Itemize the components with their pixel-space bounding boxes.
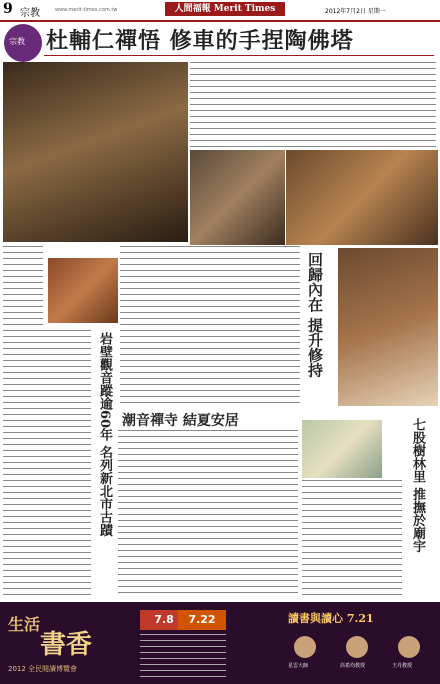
- ad-title-life: 生活: [8, 615, 41, 634]
- subhead-inner-return: 回歸內在 提升修持: [306, 252, 324, 378]
- speaker-avatar-2: [346, 636, 368, 658]
- speaker-avatar-3: [398, 636, 420, 658]
- section-logo: [4, 24, 42, 62]
- logo-label: 宗教: [9, 37, 25, 46]
- article-text-bottom: [118, 430, 298, 598]
- pottery-photo-stupas: [286, 150, 438, 245]
- headline-rule: [44, 55, 434, 56]
- pottery-photo-main: [3, 62, 188, 242]
- subhead-temple: 潮音禪寺 結夏安居: [122, 413, 239, 429]
- section-name: 宗教: [20, 8, 40, 19]
- book-fair-advertisement[interactable]: [0, 602, 440, 684]
- article-text-middle: [120, 246, 300, 406]
- article-text-right: [302, 480, 402, 598]
- ad-year-label: 2012 全民閱讀博覽會: [8, 665, 78, 673]
- headline: 杜輔仁禪悟 修車的手捏陶佛塔: [46, 28, 354, 54]
- issue-date: 2012年7月2日 星期一: [325, 8, 386, 15]
- ad-lecture-panel: [286, 606, 436, 680]
- subhead-cliff-guanyin: 岩壁觀音蹤逾60年 名列新北市古蹟: [97, 332, 112, 537]
- page-header: [0, 0, 440, 22]
- cliff-guanyin-photo: [48, 258, 118, 323]
- subhead-qigu: 七股樹林里 推撫於廟宇: [410, 418, 425, 553]
- ad-lecture-title: 讀書與讀心 7.21: [288, 612, 374, 625]
- ad-title-books: 書香: [40, 630, 93, 660]
- article-text-left: [3, 330, 91, 598]
- site-url[interactable]: www.merit-times.com.tw: [55, 7, 118, 13]
- artist-portrait-photo: [338, 248, 438, 406]
- brand-logo: 人間福報 Merit Times: [165, 2, 285, 16]
- caption-text-left: [3, 246, 43, 326]
- pottery-photo-small: [190, 150, 285, 245]
- speaker-name-1: 星雲大師: [288, 663, 309, 669]
- speaker-avatar-1: [294, 636, 316, 658]
- speaker-name-2: 高希均教授: [340, 663, 366, 669]
- article-text-top: [190, 62, 436, 148]
- ad-info-text: [140, 634, 226, 678]
- speaker-name-3: 王丹教授: [392, 663, 413, 669]
- temple-event-photo: [302, 420, 382, 478]
- page-number: 9: [3, 1, 13, 17]
- ad-date-badge-1: 7.8: [140, 610, 188, 630]
- ad-date-badge-2: 7.22: [178, 610, 226, 630]
